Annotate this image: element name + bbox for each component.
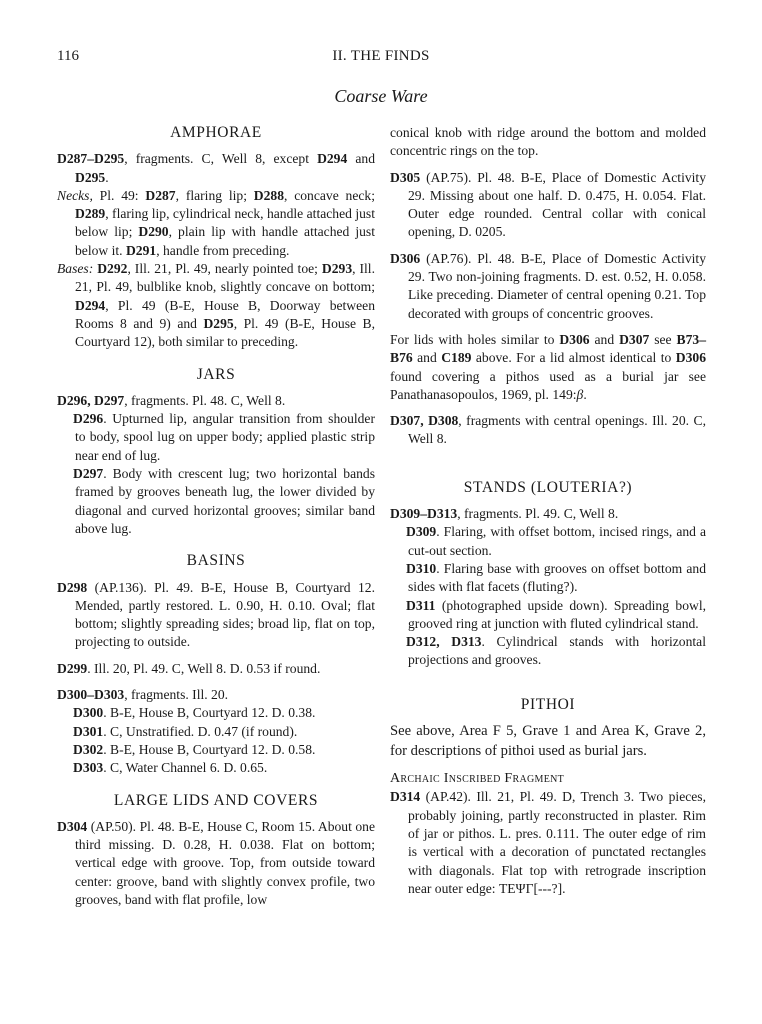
entry-d305: D305 (AP.75). Pl. 48. B-E, Place of Domestic Activity 29. Missing about one half. D. 0.475, H. 0.054. Flat. Outer edge rounded. Central collar with conical opening, D. 0205.	[390, 169, 706, 240]
basins-heading: BASINS	[186, 552, 246, 570]
entry-d310: D310. Flaring base with grooves on offset bottom and sides with flat facets (fluting?).	[406, 560, 706, 595]
amphorae-necks: Necks, Pl. 49: D287, flaring lip; D288, concave neck; D289, flaring lip, cylindrical neck, handle attached just below lip; D290, plain lip with handle attached just below it. D291, handle from preceding.	[57, 187, 375, 258]
running-head: II. THE FINDS	[332, 48, 430, 64]
amphorae-bases: Bases: D292, Ill. 21, Pl. 49, nearly pointed toe; D293, Ill. 21, Pl. 49, bulblike knob, slightly concave on bottom; D294, Pl. 49 (B-E, House B, Doorway between Rooms 8 and 9) and D295, Pl. 49 (B-E, House B, Courtyard 12), both similar to preceding.	[57, 261, 375, 350]
lids-heading: LARGE LIDS AND COVERS	[113, 791, 319, 809]
stands-intro: D309–D313, fragments. Pl. 49. C, Well 8.	[390, 506, 619, 522]
jars-heading: JARS	[196, 365, 236, 383]
entry-d296: D296. Upturned lip, angular transition from shoulder to body, spool lug on upper body; applied plastic strip near end of lug.	[73, 411, 375, 463]
right-column	[390, 124, 706, 898]
entry-d300: D300. B-E, House B, Courtyard 12. D. 0.38.	[73, 705, 316, 721]
amphorae-intro: D287–D295, fragments. C, Well 8, except D294 and D295.	[57, 151, 375, 185]
left-column	[57, 124, 375, 909]
entry-d300-d303: D300–D303, fragments. Ill. 20.	[57, 687, 229, 703]
entry-d312-d313: D312, D313. Cylindrical stands with horizontal projections and grooves.	[406, 634, 706, 668]
entry-d306: D306 (AP.76). Pl. 48. B-E, Place of Domestic Activity 29. Two non-joining fragments. D. est. 0.52, H. 0.058. Like preceding. Diameter of central opening 0.21. Top decorated with groups of concentric grooves.	[390, 250, 706, 321]
entry-d304-continued: conical knob with ridge around the bottom and molded concentric rings on the top.	[390, 125, 706, 159]
entry-d302: D302. B-E, House B, Courtyard 12. D. 0.58.	[73, 741, 316, 757]
stands-heading: STANDS (LOUTERIA?)	[463, 478, 633, 496]
entry-d314: D314 (AP.42). Ill. 21, Pl. 49. D, Trench 3. Two pieces, probably joining, partly reconstructed in plaster. Rim of jar or pithos. L. pres. 0.111. The outer edge of rim is vertical with a decoration of punctated rectangles with diagonals. Flat top with retrograde inscription near outer edge: ΤΕΨΓ[---?].	[390, 789, 706, 896]
entry-d307-d308: D307, D308, fragments with central openings. Ill. 20. C, Well 8.	[390, 413, 706, 447]
page-number: 116	[57, 48, 79, 64]
entry-d299: D299. Ill. 20, Pl. 49. C, Well 8. D. 0.53 if round.	[57, 660, 321, 676]
entry-d311: D311 (photographed upside down). Spreading bowl, grooved ring at junction with fluted cylindrical stand.	[406, 597, 706, 631]
pithoi-heading: PITHOI	[520, 695, 576, 713]
entry-d303: D303. C, Water Channel 6. D. 0.65.	[73, 760, 268, 776]
pithoi-text: See above, Area F 5, Grave 1 and Area K, Grave 2, for descriptions of pithoi used as burial jars.	[390, 723, 706, 759]
section-title: Coarse Ware	[334, 86, 428, 106]
entry-d297: D297. Body with crescent lug; two horizontal bands framed by grooves beneath lug, the lower divided by diagonal and curved horizontal grooves; similar band above lug.	[73, 466, 375, 536]
jars-intro: D296, D297, fragments. Pl. 48. C, Well 8.	[57, 392, 286, 408]
amphorae-heading: AMPHORAE	[170, 124, 262, 141]
entry-d301: D301. C, Unstratified. D. 0.47 (if round).	[73, 723, 298, 739]
archaic-subheading: Archaic Inscribed Fragment	[390, 771, 565, 787]
entry-d304: D304 (AP.50). Pl. 48. B-E, House C, Room 15. About one third missing. D. 0.28, H. 0.038. Flat on bottom; vertical edge with groove. Top, from outside toward center: groove, band with slightly convex profile, two grooves, band with flat profile, low	[57, 818, 375, 907]
entry-d298: D298 (AP.136). Pl. 49. B-E, House B, Courtyard 12. Mended, partly restored. L. 0.90, H. 0.10. Oval; flat bottom; slightly spreading sides; broad lip, flat on top, projecting to outside.	[57, 579, 375, 650]
lids-note: For lids with holes similar to D306 and D307 see B73–B76 and C189 above. For a lid almost identical to D306 found covering a pithos used as a burial jar see Panathanasopoulos, 1969, pl. 149:β.	[390, 331, 706, 402]
entry-d309: D309. Flaring, with offset bottom, incised rings, and a cut-out section.	[406, 524, 706, 558]
